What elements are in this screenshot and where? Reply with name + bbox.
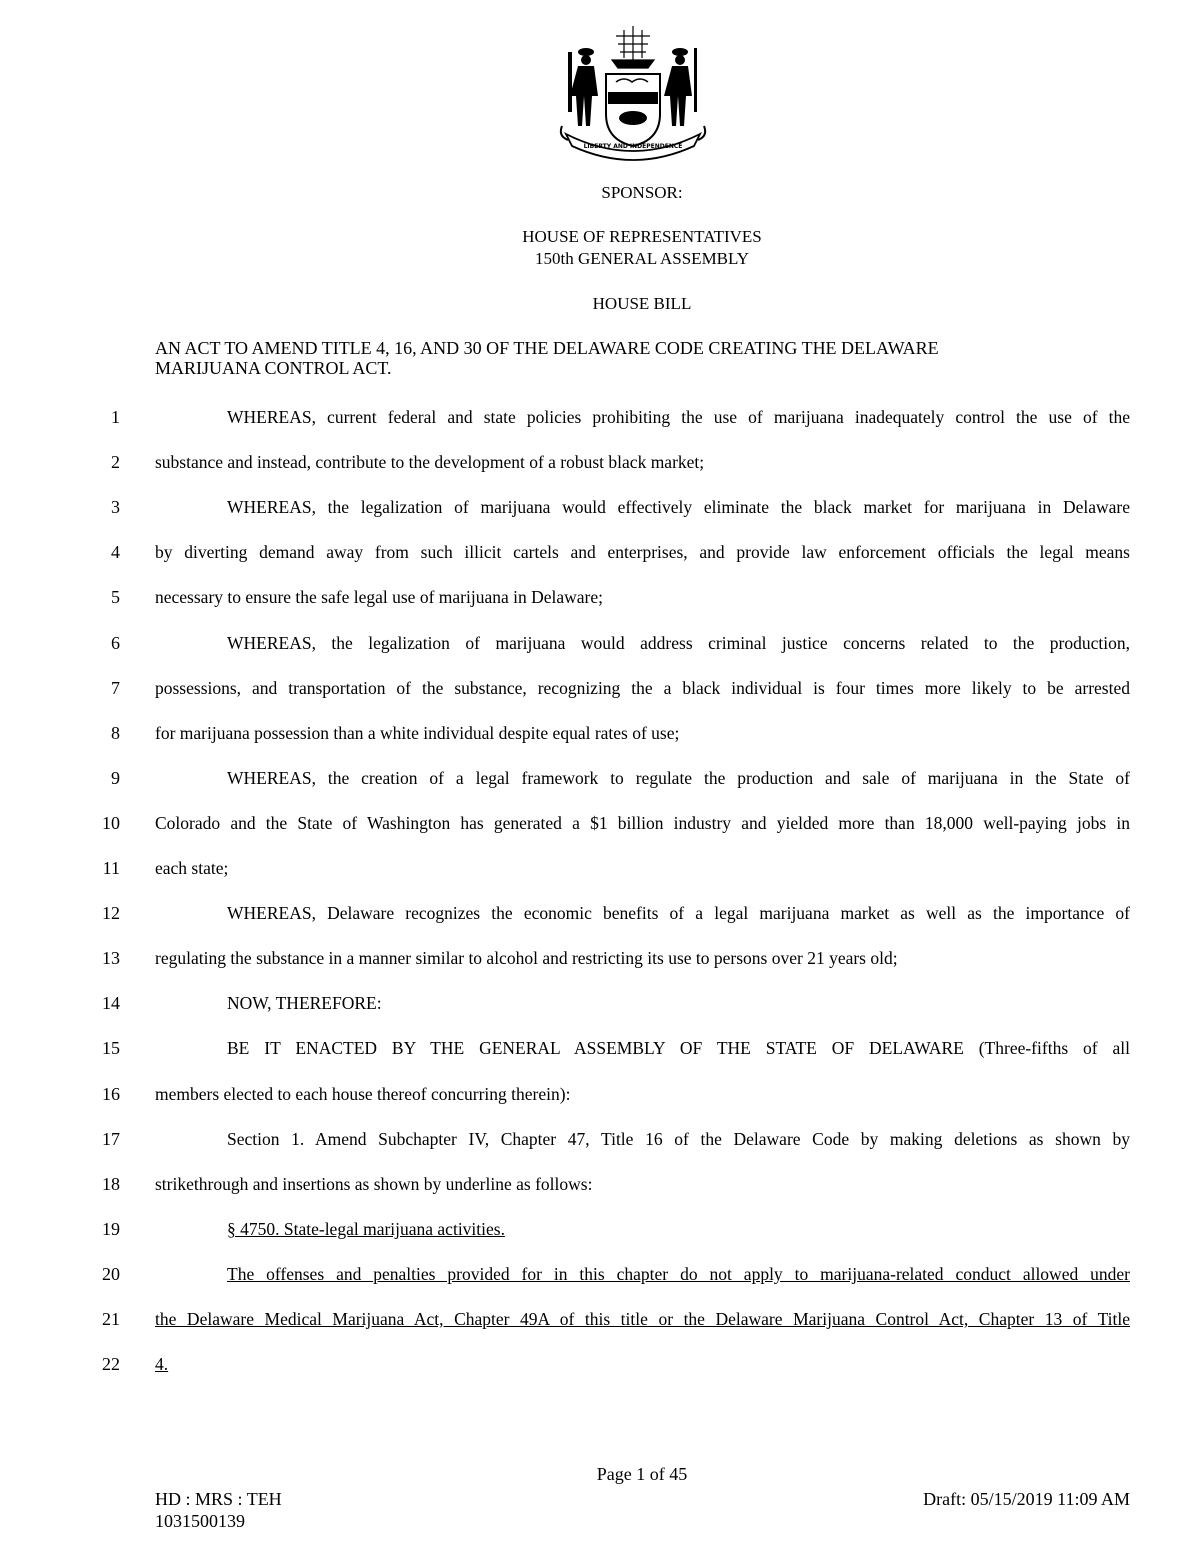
line-text-content: § 4750. State-legal marijuana activities. [227,1219,505,1239]
line-number: 21 [102,1309,120,1329]
line-number: 1 [111,407,120,427]
line-text-content: WHEREAS, current federal and state policies prohibiting the use of marijuana inadequately control the use of the [227,407,1130,427]
line-number: 20 [102,1264,120,1284]
line-text-content: by diverting demand away from such illicit cartels and enterprises, and provide law enforcement officials the legal means [155,542,1130,562]
line-text [155,947,1130,969]
line-text [227,1263,1130,1285]
line-text-content: WHEREAS, the legalization of marijuana would address criminal justice concerns related to the production, [227,633,1130,653]
line-number: 6 [111,633,120,653]
chamber-heading: HOUSE OF REPRESENTATIVES [522,227,762,246]
line-number: 12 [102,903,120,923]
assembly-heading: 150th GENERAL ASSEMBLY [535,249,749,268]
line-text [155,1083,1130,1105]
line-text [227,632,1130,654]
line-text [155,586,1130,608]
line-text-content: for marijuana possession than a white individual despite equal rates of use; [155,723,680,743]
line-text-content: 4. [155,1354,169,1374]
line-text-content: each state; [155,858,229,878]
line-text-content: strikethrough and insertions as shown by underline as follows: [155,1174,593,1194]
line-number: 11 [102,858,120,878]
line-text [155,677,1130,699]
line-text-content: the Delaware Medical Marijuana Act, Chapter 49A of this title or the Delaware Marijuana Control Act, Chapter 13 of Title [155,1309,1130,1329]
line-number: 17 [102,1129,120,1149]
line-text [155,812,1130,834]
line-number: 14 [102,993,120,1013]
line-text [227,992,1130,1014]
delaware-state-seal-icon [558,22,708,162]
line-text [227,496,1130,518]
sponsor-label: SPONSOR: [601,183,683,202]
draft-timestamp: Draft: 05/15/2019 11:09 AM [923,1489,1130,1509]
line-text-content: regulating the substance in a manner similar to alcohol and restricting its use to persons over 21 years old; [155,948,898,968]
line-text-content: BE IT ENACTED BY THE GENERAL ASSEMBLY OF THE STATE OF DELAWARE (Three-fifths of all [227,1038,1130,1058]
line-text [227,1218,1130,1240]
svg-text:LIBERTY AND INDEPENDENCE: LIBERTY AND INDEPENDENCE [583,143,683,150]
bill-title [155,338,1135,378]
line-text-content: Section 1. Amend Subchapter IV, Chapter 47, Title 16 of the Delaware Code by making deletions as shown by [227,1129,1130,1149]
line-text [227,902,1130,924]
line-text-content: The offenses and penalties provided for in this chapter do not apply to marijuana-related conduct allowed under [227,1264,1130,1284]
line-text-content: possessions, and transportation of the substance, recognizing the a black individual is four times more likely to be arrested [155,678,1130,698]
line-number: 8 [111,723,120,743]
line-text [227,1037,1130,1059]
line-text-content: necessary to ensure the safe legal use of marijuana in Delaware; [155,587,603,607]
line-text [155,541,1130,563]
line-number: 10 [102,813,120,833]
bill-title-line: MARIJUANA CONTROL ACT. [155,358,392,378]
line-text [155,1353,1130,1375]
line-text [227,406,1130,428]
line-text-content: Colorado and the State of Washington has generated a $1 billion industry and yielded more than 18,000 well-paying jobs in [155,813,1130,833]
line-number: 4 [111,542,120,562]
line-text-content: WHEREAS, Delaware recognizes the economic benefits of a legal marijuana market as well as the importance of [227,903,1130,923]
line-text-content: members elected to each house thereof concurring therein): [155,1084,571,1104]
drafter-initials: HD : MRS : TEH [155,1489,282,1509]
line-number: 7 [111,678,120,698]
line-text-content: WHEREAS, the creation of a legal framework to regulate the production and sale of marijuana in the State of [227,768,1130,788]
line-text [155,451,1130,473]
line-number: 16 [102,1084,120,1104]
line-text [155,857,1130,879]
line-text-content: NOW, THEREFORE: [227,993,382,1013]
line-number: 3 [111,497,120,517]
line-number: 13 [102,948,120,968]
line-text [227,767,1130,789]
bill-type-heading: HOUSE BILL [592,294,692,313]
line-text [155,722,1130,744]
bill-title-line: AN ACT TO AMEND TITLE 4, 16, AND 30 OF THE DELAWARE CODE CREATING THE DELAWARE [155,338,939,358]
line-number: 15 [102,1038,120,1058]
line-text-content: substance and instead, contribute to the development of a robust black market; [155,452,705,472]
line-number: 19 [102,1219,120,1239]
document-id: 1031500139 [155,1511,245,1531]
line-number: 9 [111,768,120,788]
page-number: Page 1 of 45 [596,1464,688,1484]
line-number: 5 [111,587,120,607]
line-text [227,1128,1130,1150]
line-text [155,1308,1130,1330]
line-number: 22 [102,1354,120,1374]
line-number: 18 [102,1174,120,1194]
line-number: 2 [111,452,120,472]
line-text [155,1173,1130,1195]
footer-left [155,1488,282,1532]
line-text-content: WHEREAS, the legalization of marijuana would effectively eliminate the black market for marijuana in Delaware [227,497,1130,517]
